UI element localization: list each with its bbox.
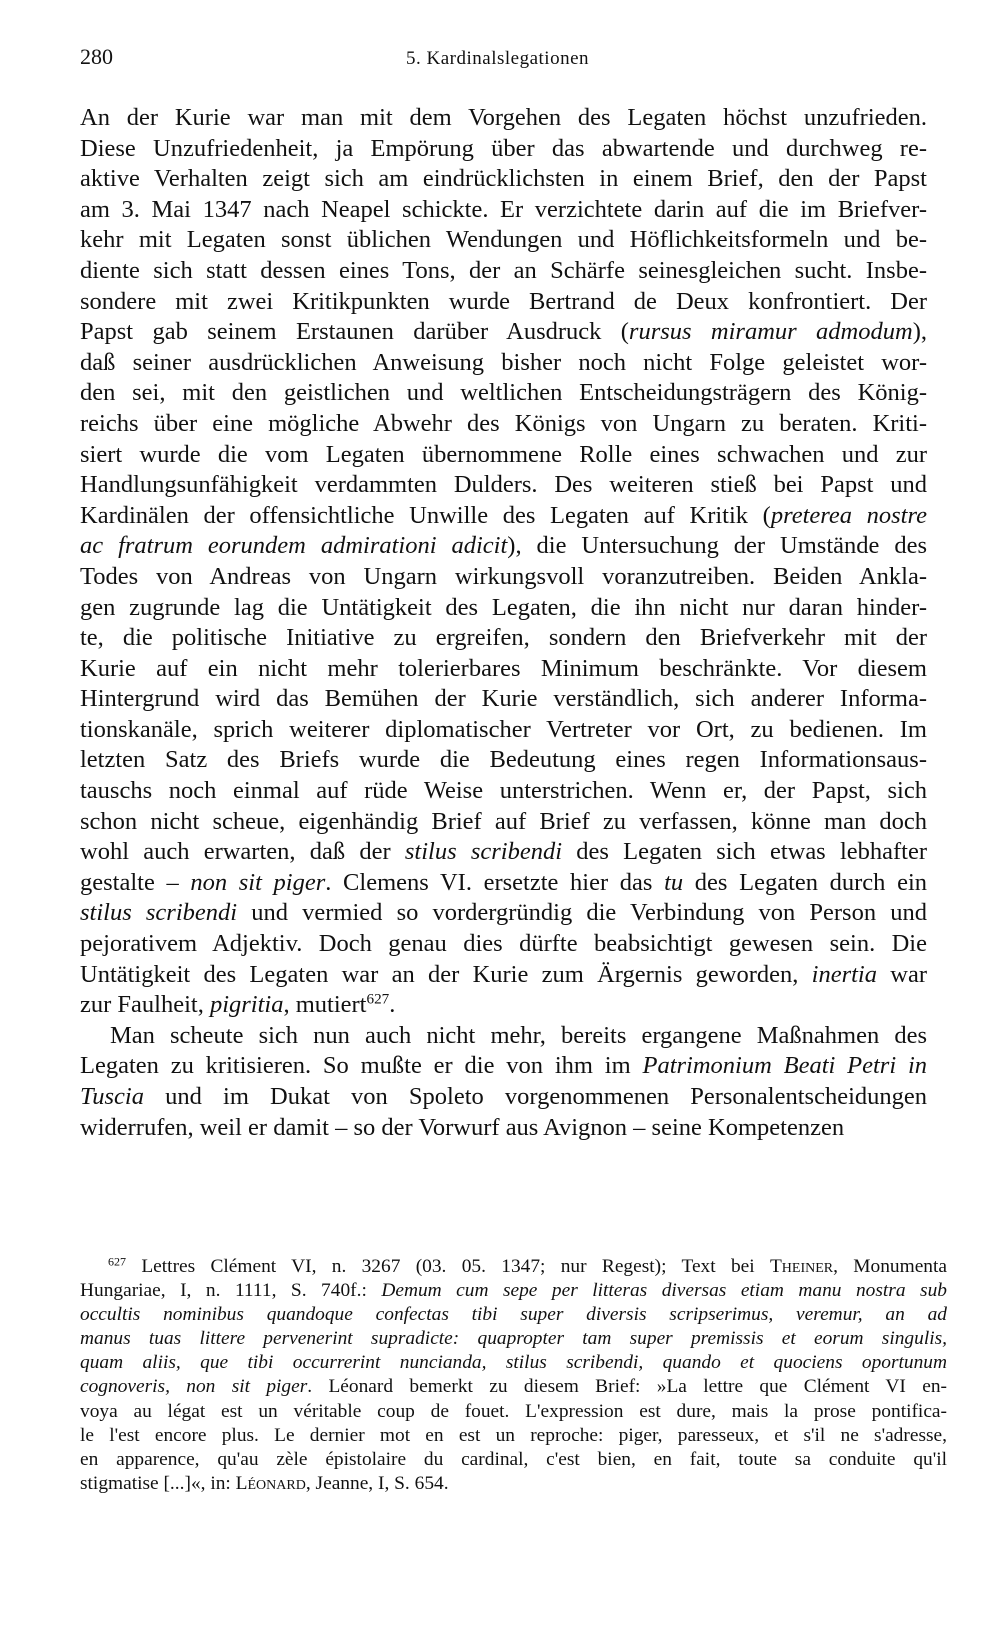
page-number: 280 — [80, 44, 113, 69]
body-line: tionskanäle, sprich weiterer diplomatischer Vertreter vor Ort, zu bedienen. Im — [80, 715, 927, 743]
footnote-line: Hungariae, I, n. 1111, S. 740f.: Demum cum sepe per litteras diversas etiam manu nostra sub — [80, 1280, 947, 1302]
body-line: gen zugrunde lag die Untätigkeit des Legaten, die ihn nicht nur daran hinder- — [80, 593, 927, 621]
footnote-line: cognoveris, non sit piger. Léonard bemerkt zu diesem Brief: »La lettre que Clément VI en- — [80, 1376, 947, 1398]
body-line: Diese Unzufriedenheit, ja Empörung über das abwartende und durchweg re- — [80, 134, 927, 162]
body-line: gestalte – non sit piger. Clemens VI. ersetzte hier das tu des Legaten durch ein — [80, 868, 927, 896]
body-line: te, die politische Initiative zu ergreifen, sondern den Briefverkehr mit der — [80, 624, 927, 652]
body-line: Kurie auf ein nicht mehr tolerierbares Minimum beschränkte. Vor diesem — [80, 654, 927, 682]
body-line: widerrufen, weil er damit – so der Vorwurf aus Avignon – seine Kompetenzen — [80, 1113, 845, 1141]
body-line: Todes von Andreas von Ungarn wirkungsvoll voranzutreiben. Beiden Ankla- — [80, 562, 927, 590]
body-line: diente sich statt dessen eines Tons, der an Schärfe seinesgleichen sucht. Insbe- — [80, 256, 927, 284]
body-line: Untätigkeit des Legaten war an der Kurie zum Ärgernis geworden, inertia war — [80, 960, 928, 988]
body-line: An der Kurie war man mit dem Vorgehen des Legaten höchst unzufrieden. — [80, 104, 927, 131]
body-line: Hintergrund wird das Bemühen der Kurie verständlich, sich anderer Informa- — [80, 685, 927, 713]
footnote-627 — [80, 1255, 947, 1496]
body-line: Handlungsunfähigkeit verdammten Dulders. Des weiteren stieß bei Papst und — [80, 471, 927, 499]
body-line: letzten Satz des Briefs wurde die Bedeutung eines regen Informationsaus- — [80, 746, 927, 774]
body-line: aktive Verhalten zeigt sich am eindrücklichsten in einem Brief, den der Papst — [80, 165, 927, 193]
footnote-line: le l'est encore plus. Le dernier mot en est un reproche: piger, paresseux, et s'il ne s'adresse, — [80, 1424, 947, 1446]
body-line: Kardinälen der offensichtliche Unwille des Legaten auf Kritik (preterea nostre — [80, 501, 927, 529]
body-line: Tuscia und im Dukat von Spoleto vorgenommenen Personalentscheidungen — [80, 1083, 927, 1110]
footnote-line: voya au légat est un véritable coup de fouet. L'expression est dure, mais la prose pontifica- — [80, 1400, 947, 1422]
running-head: 5. Kardinalslegationen — [406, 48, 590, 69]
footnote-line: quam aliis, que tibi occurrerint nuncianda, stilus scribendi, quando et quociens oportunum — [80, 1352, 947, 1374]
body-line: wohl auch erwarten, daß der stilus scribendi des Legaten sich etwas lebhafter — [80, 838, 928, 866]
body-line: zur Faulheit, pigritia, mutiert$^{627}$. — [80, 990, 396, 1019]
body-line: Legaten zu kritisieren. So mußte er die von ihm im Patrimonium Beati Petri in — [80, 1052, 927, 1080]
footnote-line: $^{627}$ Lettres Clément VI, n. 3267 (03. 05. 1347; nur Regest); Text bei Theiner, Monumenta — [108, 1254, 947, 1277]
body-line: am 3. Mai 1347 nach Neapel schickte. Er verzichtete darin auf die im Briefver- — [80, 195, 927, 223]
footnote-line: stigmatise [...]«, in: Léonard, Jeanne, I, S. 654. — [80, 1472, 449, 1494]
body-line: stilus scribendi und vermied so vordergründig die Verbindung von Person und — [80, 899, 927, 927]
body-line: siert wurde die vom Legaten übernommene Rolle eines schwachen und zur — [80, 440, 927, 468]
footnote-line: manus tuas littere pervenerint supradicte: quapropter tam super premissis et eorum singulis, — [80, 1328, 947, 1350]
body-line: daß seiner ausdrücklichen Anweisung bisher noch nicht Folge geleistet wor- — [80, 348, 927, 376]
body-line: pejorativem Adjektiv. Doch genau dies dürfte beabsichtigt gewesen sein. Die — [80, 930, 927, 958]
body-text — [80, 103, 927, 1143]
body-line: Papst gab seinem Erstaunen darüber Ausdruck (rursus miramur admodum), — [80, 318, 927, 346]
body-line: sondere mit zwei Kritikpunkten wurde Bertrand de Deux konfrontiert. Der — [80, 287, 927, 315]
body-line: ac fratrum eorundem admirationi adicit), die Untersuchung der Umstände des — [80, 532, 927, 560]
footnote-line: en apparence, qu'au zèle épistolaire du cardinal, c'est bien, en fait, toute sa conduite qu'il — [80, 1448, 947, 1470]
body-line: den sei, mit den geistlichen und weltlichen Entscheidungsträgern des König- — [80, 379, 927, 407]
body-line: kehr mit Legaten sonst üblichen Wendungen und Höflichkeitsformeln und be- — [80, 226, 927, 254]
body-line: schon nicht scheue, eigenhändig Brief auf Brief zu verfassen, könne man doch — [80, 807, 927, 835]
body-line: Man scheute sich nun auch nicht mehr, bereits ergangene Maßnahmen des — [110, 1021, 927, 1049]
body-line: reichs über eine mögliche Abwehr des Königs von Ungarn zu beraten. Kriti- — [80, 409, 927, 437]
body-line: tauschs noch einmal auf rüde Weise unterstrichen. Wenn er, der Papst, sich — [80, 777, 927, 805]
footnote-line: occultis nominibus quandoque confectas tibi super diversis scripserimus, veremur, an ad — [80, 1304, 947, 1326]
